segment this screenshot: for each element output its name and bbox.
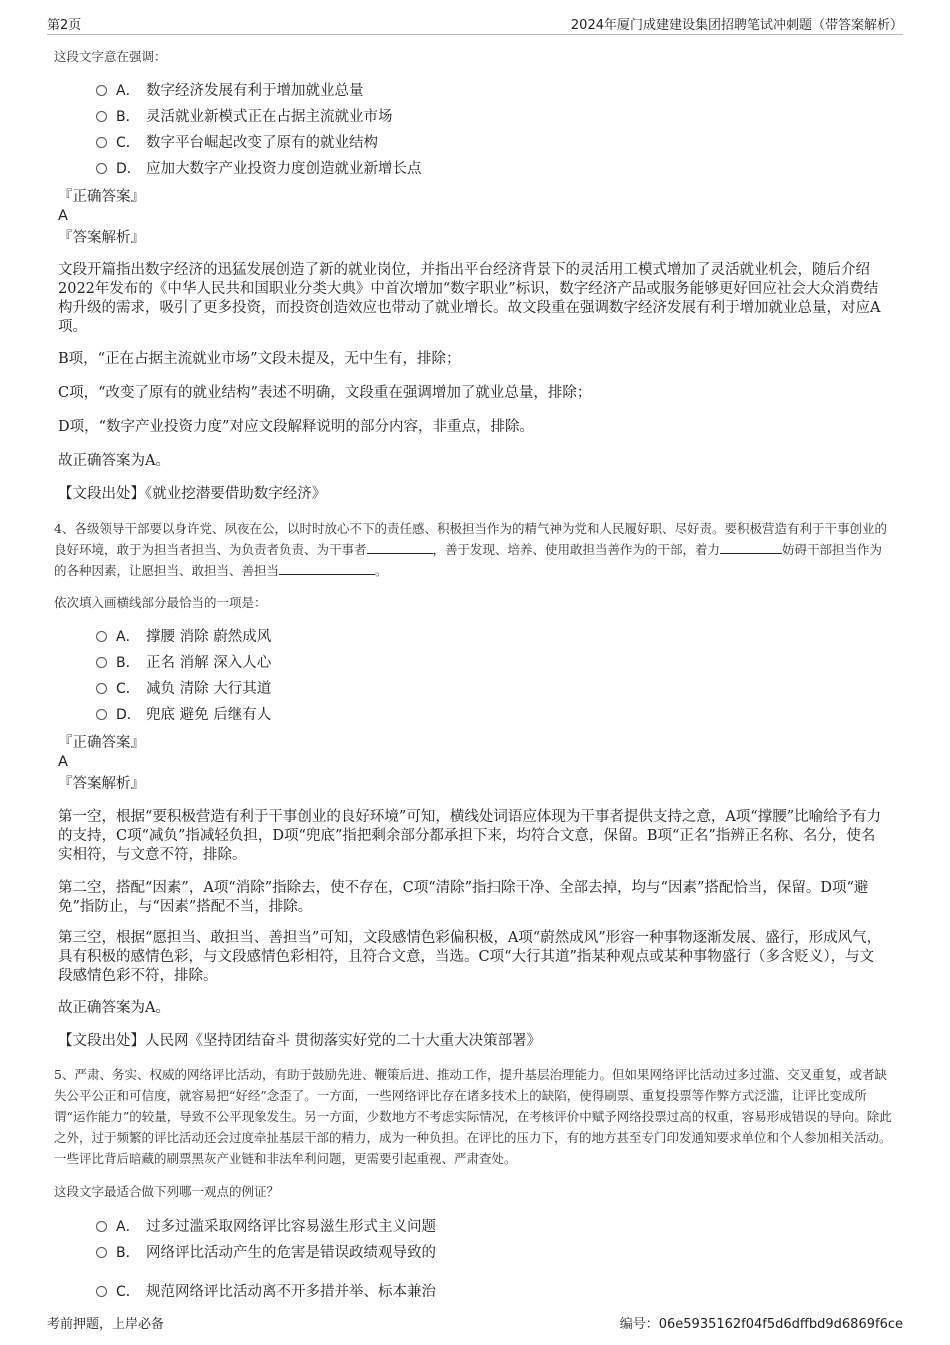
radio-icon[interactable] [96, 111, 107, 122]
q4-blank-3 [279, 562, 375, 575]
radio-icon[interactable] [96, 709, 107, 720]
q5-prompt: 这段文字最适合做下列哪一观点的例证？ [54, 1184, 280, 1199]
q4-analysis-label: 『答案解析』 [58, 776, 145, 792]
q3-answer: A [58, 208, 68, 224]
q4-option-c[interactable]: C． 减负 清除 大行其道 [96, 679, 271, 699]
radio-icon[interactable] [96, 683, 107, 694]
q3-source: 【文段出处】《就业挖潜要借助数字经济》 [58, 486, 327, 502]
q5-option-c[interactable]: C． 规范网络评比活动离不开多措并举、标本兼治 [96, 1282, 436, 1302]
q3-analysis-conclusion: 故正确答案为A。 [58, 453, 170, 469]
footer-slogan: 考前押题，上岸必备 [47, 1317, 165, 1332]
q3-option-c[interactable]: C． 数字平台崛起改变了原有的就业结构 [96, 133, 378, 153]
q4-answer-label: 『正确答案』 [58, 735, 145, 751]
page-header [47, 14, 903, 35]
page-footer [47, 1313, 903, 1333]
q3-analysis-paragraph-3: C项，“改变了原有的就业结构”表述不明确，文段重在强调增加了就业总量，排除； [58, 385, 592, 401]
q3-option-d[interactable]: D． 应加大数字产业投资力度创造就业新增长点 [96, 159, 422, 179]
document-code: 编号：06e5935162f04f5d6dffbd9d6869f6ce [619, 1317, 903, 1332]
q3-prompt: 这段文字意在强调： [54, 49, 167, 64]
q3-option-a[interactable]: A． 数字经济发展有利于增加就业总量 [96, 81, 364, 101]
radio-icon[interactable] [96, 631, 107, 642]
document-title: 2024年厦门成建建设集团招聘笔试冲刺题（带答案解析） [570, 18, 903, 33]
radio-icon[interactable] [96, 657, 107, 668]
q4-blank-2 [720, 541, 782, 554]
radio-icon[interactable] [96, 137, 107, 148]
q3-analysis-paragraph-4: D项，“数字产业投资力度”对应文段解释说明的部分内容，非重点，排除。 [58, 419, 534, 435]
radio-icon[interactable] [96, 1286, 107, 1297]
q4-analysis-conclusion: 故正确答案为A。 [58, 1000, 170, 1016]
radio-icon[interactable] [96, 1221, 107, 1232]
q4-stem: 4、各级领导干部要以身许党、夙夜在公，以时时放心不下的责任感、积极担当作为的精气神为党和人民履好职、尽好责。要积极营造有利于干事创业的良好环境，敢于为担当者担当、为负责者负责、为干事者 ，善于发现、培养、使用敢担当善作为的干部，着力 妨碍干部担当作为的各种因素，让愿担当、敢担当、善担当 。 [54, 521, 887, 578]
q4-answer: A [58, 754, 68, 770]
q3-option-b[interactable]: B． 灵活就业新模式正在占据主流就业市场 [96, 107, 393, 127]
radio-icon[interactable] [96, 1247, 107, 1258]
q4-option-a[interactable]: A． 撑腰 消除 蔚然成风 [96, 627, 271, 647]
q4-source: 【文段出处】人民网《坚持团结奋斗 贯彻落实好党的二十大重大决策部署》 [58, 1033, 542, 1049]
q3-analysis-label: 『答案解析』 [58, 230, 145, 246]
q4-analysis-paragraph-3: 第三空，根据“愿担当、敢担当、善担当”可知，文段感情色彩偏积极，A项“蔚然成风”形容一种事物逐渐发展、盛行，形成风气，具有积极的感情色彩，与文段感情色彩相符，且符合文意，当选。C项“大行其道”指某种观点或某种事物盛行（多含贬义），与文段感情色彩不符，排除。 [58, 930, 882, 984]
q4-analysis-paragraph-2: 第二空，搭配“因素”，A项“消除”指除去，使不存在，C项“清除”指扫除干净、全部去掉，均与“因素”搭配恰当，保留。D项“避免”指防止，与“因素”搭配不当，排除。 [58, 880, 869, 915]
radio-icon[interactable] [96, 163, 107, 174]
q5-stem: 5、严肃、务实、权威的网络评比活动，有助于鼓励先进、鞭策后进、推动工作，提升基层治理能力。但如果网络评比活动过多过滥、交叉重复，或者缺失公平公正和可信度，就容易把“好经”念歪了。一方面，一些网络评比存在诸多技术上的缺陷，使得刷票、重复投票等作弊方式泛滥，让评比变成所谓“运作能力”的较量，导致不公平现象发生。另一方面，少数地方不考虑实际情况，在考核评价中赋予网络投票过高的权重，容易形成错误的导向。除此之外，过于频繁的评比活动还会过度牵扯基层干部的精力，成为一种负担。在评比的压力下，有的地方甚至专门印发通知要求单位和个人参加相关活动。一些评比背后暗藏的刷票黑灰产业链和非法牟利问题，更需要引起重视、严肃查处。 [54, 1067, 892, 1166]
q4-analysis-paragraph-1: 第一空，根据“要积极营造有利于干事创业的良好环境”可知，横线处词语应体现为干事者提供支持之意，A项“撑腰”比喻给予有力的支持，C项“减负”指减轻负担，D项“兜底”指把剩余部分都承担下来，均符合文意，保留。B项“正名”指辨正名称、名分，使名实相符，与文意不符，排除。 [58, 809, 882, 863]
q5-option-b[interactable]: B． 网络评比活动产生的危害是错误政绩观导致的 [96, 1243, 436, 1263]
q3-analysis-paragraph-2: B项，“正在占据主流就业市场”文段未提及，无中生有，排除； [58, 351, 461, 367]
q4-prompt: 依次填入画横线部分最恰当的一项是： [54, 595, 267, 610]
q3-answer-label: 『正确答案』 [58, 189, 145, 205]
radio-icon[interactable] [96, 85, 107, 96]
q4-option-d[interactable]: D． 兜底 避免 后继有人 [96, 705, 271, 725]
q3-analysis-paragraph-1: 文段开篇指出数字经济的迅猛发展创造了新的就业岗位，并指出平台经济背景下的灵活用工模式增加了灵活就业机会，随后介绍2022年发布的《中华人民共和国职业分类大典》中首次增加“数字职业”标识，数字经济产品或服务能够更好回应社会大众消费结构升级的需求，吸引了更多投资，而投资创造效应也带动了就业增长。故文段重在强调数字经济发展有利于增加就业总量，对应A项。 [58, 262, 881, 335]
q5-option-a[interactable]: A． 过多过滥采取网络评比容易滋生形式主义问题 [96, 1217, 436, 1237]
q4-blank-1 [367, 541, 433, 554]
page-number: 第2页 [47, 18, 82, 33]
q4-option-b[interactable]: B． 正名 消解 深入人心 [96, 653, 271, 673]
